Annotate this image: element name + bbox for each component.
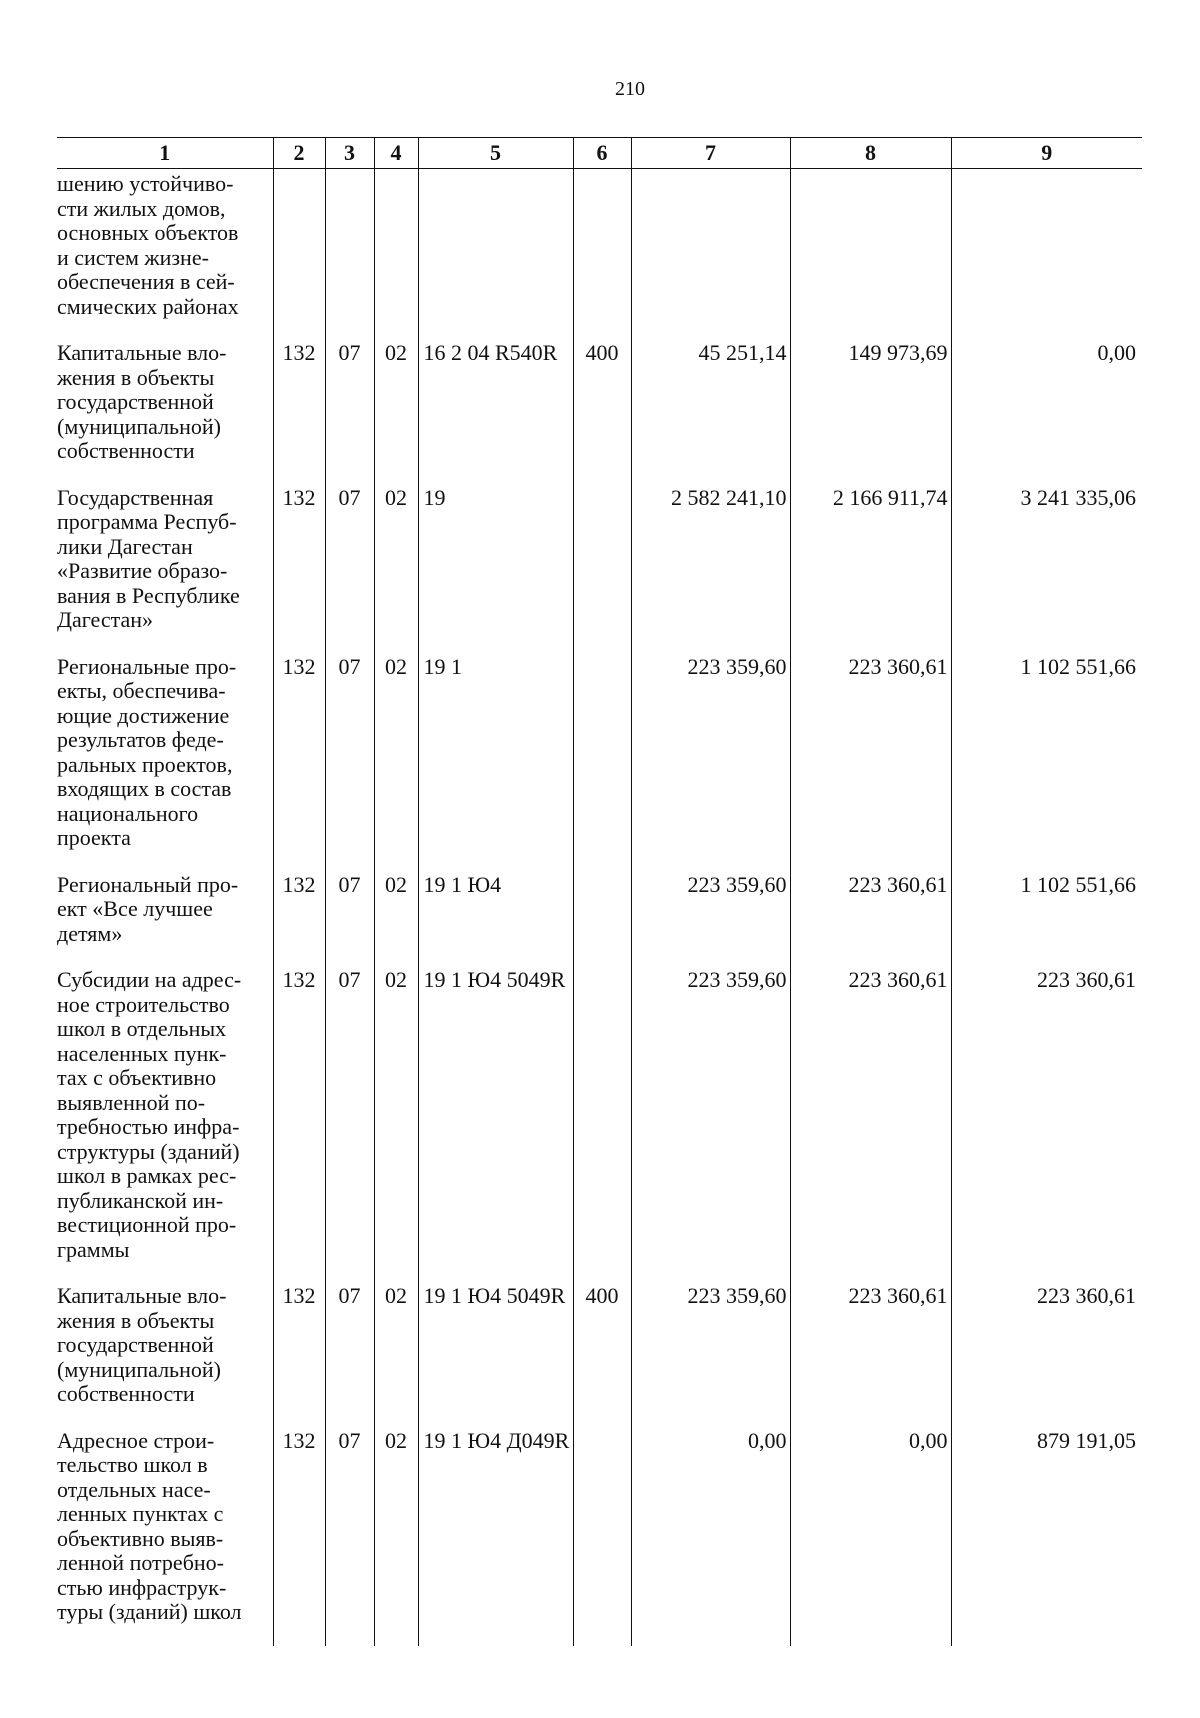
table-row: [57, 485, 1142, 654]
item-name-line: тельство школ в: [57, 1452, 208, 1477]
table-body: [57, 169, 1142, 1646]
column-header: 5: [418, 138, 573, 169]
target-article-cell: 19 1 Ю4 Д049R: [418, 1428, 573, 1646]
amount-col9-cell: 223 360,61: [951, 1283, 1142, 1428]
column-header: 1: [57, 138, 273, 169]
item-name-line: Дагестан»: [57, 607, 154, 632]
item-name-line: школ в рамках рес-: [57, 1163, 237, 1188]
target-article-cell: 16 2 04 R540R: [418, 340, 573, 485]
item-name-cell: [57, 1283, 273, 1428]
amount-col8-cell: 0,00: [790, 1428, 951, 1646]
subsection-code-cell: 02: [374, 1428, 418, 1646]
item-name-line: стью инфраструк-: [57, 1574, 227, 1600]
amount-col9-cell: 1 102 551,66: [951, 872, 1142, 968]
amount-col7-cell: 223 359,60: [631, 654, 790, 872]
section-code-cell: 07: [325, 872, 374, 968]
item-name-line: требностью инфра-: [57, 1114, 240, 1139]
item-name-line: жения в объекты: [57, 364, 215, 390]
subsection-code-cell: [374, 169, 418, 341]
item-name-line: отдельных насе-: [57, 1476, 211, 1502]
item-name-line: результатов феде-: [57, 727, 224, 752]
item-name-cell: [57, 485, 273, 654]
amount-col9-cell: [951, 169, 1142, 341]
target-article-cell: 19 1: [418, 654, 573, 872]
column-header: 6: [573, 138, 631, 169]
item-name-line: екты, обеспечива-: [57, 678, 226, 703]
ministry-code-cell: 132: [273, 1428, 325, 1646]
item-name-line: школ в отдельных: [57, 1016, 227, 1041]
amount-col8-cell: 2 166 911,74: [790, 485, 951, 654]
amount-col7-cell: [631, 169, 790, 341]
item-name-line: ект «Все лучшее: [57, 896, 213, 921]
amount-col9-cell: 1 102 551,66: [951, 654, 1142, 872]
item-name-line: обеспечения в сей-: [57, 269, 235, 294]
amount-col7-cell: 0,00: [631, 1428, 790, 1646]
item-name-line: (муниципальной): [57, 1356, 221, 1382]
item-name-line: ленных пунктах с: [57, 1501, 224, 1526]
item-name-line: тах с объективно: [57, 1065, 217, 1090]
target-article-cell: 19: [418, 485, 573, 654]
item-name-line: программа Респуб-: [57, 509, 237, 534]
ministry-code-cell: 132: [273, 340, 325, 485]
item-name-line: ральных проектов,: [57, 751, 233, 777]
item-name-cell: [57, 1428, 273, 1646]
table-header: [57, 138, 1142, 169]
amount-col9-cell: 879 191,05: [951, 1428, 1142, 1646]
amount-col8-cell: 223 360,61: [790, 1283, 951, 1428]
item-name-line: входящих в состав: [57, 776, 232, 801]
item-name-line: ленной потребно-: [57, 1550, 224, 1575]
amount-col9-cell: 0,00: [951, 340, 1142, 485]
ministry-code-cell: 132: [273, 872, 325, 968]
section-code-cell: 07: [325, 967, 374, 1283]
amount-col7-cell: 223 359,60: [631, 967, 790, 1283]
item-name-cell: [57, 340, 273, 485]
table-row: [57, 1428, 1142, 1646]
item-name-line: Капитальные вло-: [57, 1283, 227, 1308]
item-name-line: «Развитие образо-: [57, 558, 228, 583]
expense-type-cell: [573, 485, 631, 654]
item-name-cell: [57, 872, 273, 968]
item-name-line: публиканской ин-: [57, 1187, 224, 1213]
subsection-code-cell: 02: [374, 967, 418, 1283]
item-name-line: государственной: [57, 389, 214, 414]
item-name-cell: [57, 967, 273, 1283]
table-row: [57, 967, 1142, 1283]
expense-type-cell: [573, 654, 631, 872]
target-article-cell: 19 1 Ю4: [418, 872, 573, 968]
page-number: 210: [615, 78, 645, 100]
item-name-line: собственности: [57, 1381, 195, 1406]
item-name-line: лики Дагестан: [57, 533, 193, 559]
table-row: [57, 169, 1142, 341]
ministry-code-cell: 132: [273, 654, 325, 872]
table-row: [57, 872, 1142, 968]
table-row: [57, 654, 1142, 872]
item-name-line: населенных пунк-: [57, 1040, 227, 1066]
item-name-line: (муниципальной): [57, 413, 221, 439]
header-row: [57, 138, 1142, 169]
item-name-line: структуры (зданий): [57, 1138, 240, 1164]
amount-col7-cell: 223 359,60: [631, 1283, 790, 1428]
table-row: [57, 1283, 1142, 1428]
ministry-code-cell: 132: [273, 485, 325, 654]
amount-col7-cell: 45 251,14: [631, 340, 790, 485]
column-header: 2: [273, 138, 325, 169]
amount-col8-cell: 223 360,61: [790, 967, 951, 1283]
section-code-cell: [325, 169, 374, 341]
item-name-line: Субсидии на адрес-: [57, 967, 242, 992]
expense-type-cell: 400: [573, 340, 631, 485]
subsection-code-cell: 02: [374, 1283, 418, 1428]
subsection-code-cell: 02: [374, 340, 418, 485]
expense-type-cell: [573, 872, 631, 968]
ministry-code-cell: [273, 169, 325, 341]
item-name-line: детям»: [57, 920, 123, 946]
column-header: 4: [374, 138, 418, 169]
amount-col7-cell: 2 582 241,10: [631, 485, 790, 654]
section-code-cell: 07: [325, 1283, 374, 1428]
item-name-line: выявленной по-: [57, 1089, 206, 1115]
amount-col7-cell: 223 359,60: [631, 872, 790, 968]
ministry-code-cell: 132: [273, 1283, 325, 1428]
target-article-cell: 19 1 Ю4 5049R: [418, 967, 573, 1283]
item-name-line: Капитальные вло-: [57, 340, 227, 365]
column-header: 7: [631, 138, 790, 169]
subsection-code-cell: 02: [374, 654, 418, 872]
item-name-line: собственности: [57, 438, 195, 463]
item-name-line: вания в Республике: [57, 582, 240, 608]
subsection-code-cell: 02: [374, 485, 418, 654]
item-name-line: вестиционной про-: [57, 1212, 237, 1237]
amount-col8-cell: 223 360,61: [790, 654, 951, 872]
item-name-line: проекта: [57, 825, 131, 850]
column-header: 3: [325, 138, 374, 169]
item-name-line: смических районах: [57, 293, 239, 319]
expense-type-cell: [573, 169, 631, 341]
section-code-cell: 07: [325, 654, 374, 872]
item-name-line: туры (зданий) школ: [57, 1599, 242, 1624]
item-name-line: Региональные про-: [57, 653, 237, 679]
expense-type-cell: [573, 967, 631, 1283]
amount-col9-cell: 3 241 335,06: [951, 485, 1142, 654]
item-name-cell: [57, 654, 273, 872]
item-name-line: сти жилых домов,: [57, 195, 226, 221]
amount-col9-cell: 223 360,61: [951, 967, 1142, 1283]
item-name-line: Региональный про-: [57, 871, 239, 897]
section-code-cell: 07: [325, 1428, 374, 1646]
amount-col8-cell: 223 360,61: [790, 872, 951, 968]
item-name-cell: [57, 169, 273, 341]
amount-col8-cell: 149 973,69: [790, 340, 951, 485]
amount-col8-cell: [790, 169, 951, 341]
item-name-line: жения в объекты: [57, 1307, 215, 1333]
item-name-line: государственной: [57, 1332, 214, 1357]
table-row: [57, 340, 1142, 485]
item-name-line: Государственная: [57, 484, 214, 510]
item-name-line: основных объектов: [57, 220, 239, 245]
item-name-line: граммы: [57, 1236, 130, 1262]
item-name-line: национального: [57, 800, 199, 826]
subsection-code-cell: 02: [374, 872, 418, 968]
item-name-line: и систем жизне-: [57, 244, 209, 270]
item-name-line: шению устойчиво-: [57, 171, 234, 196]
budget-table: [57, 137, 1142, 1646]
item-name-line: объективно выяв-: [57, 1525, 224, 1551]
target-article-cell: 19 1 Ю4 5049R: [418, 1283, 573, 1428]
expense-type-cell: [573, 1428, 631, 1646]
column-header: 8: [790, 138, 951, 169]
column-header: 9: [951, 138, 1142, 169]
expense-type-cell: 400: [573, 1283, 631, 1428]
ministry-code-cell: 132: [273, 967, 325, 1283]
item-name-line: ное строительство: [57, 991, 230, 1017]
section-code-cell: 07: [325, 485, 374, 654]
section-code-cell: 07: [325, 340, 374, 485]
item-name-line: ющие достижение: [57, 702, 230, 728]
item-name-line: Адресное строи-: [57, 1427, 215, 1453]
target-article-cell: [418, 169, 573, 341]
